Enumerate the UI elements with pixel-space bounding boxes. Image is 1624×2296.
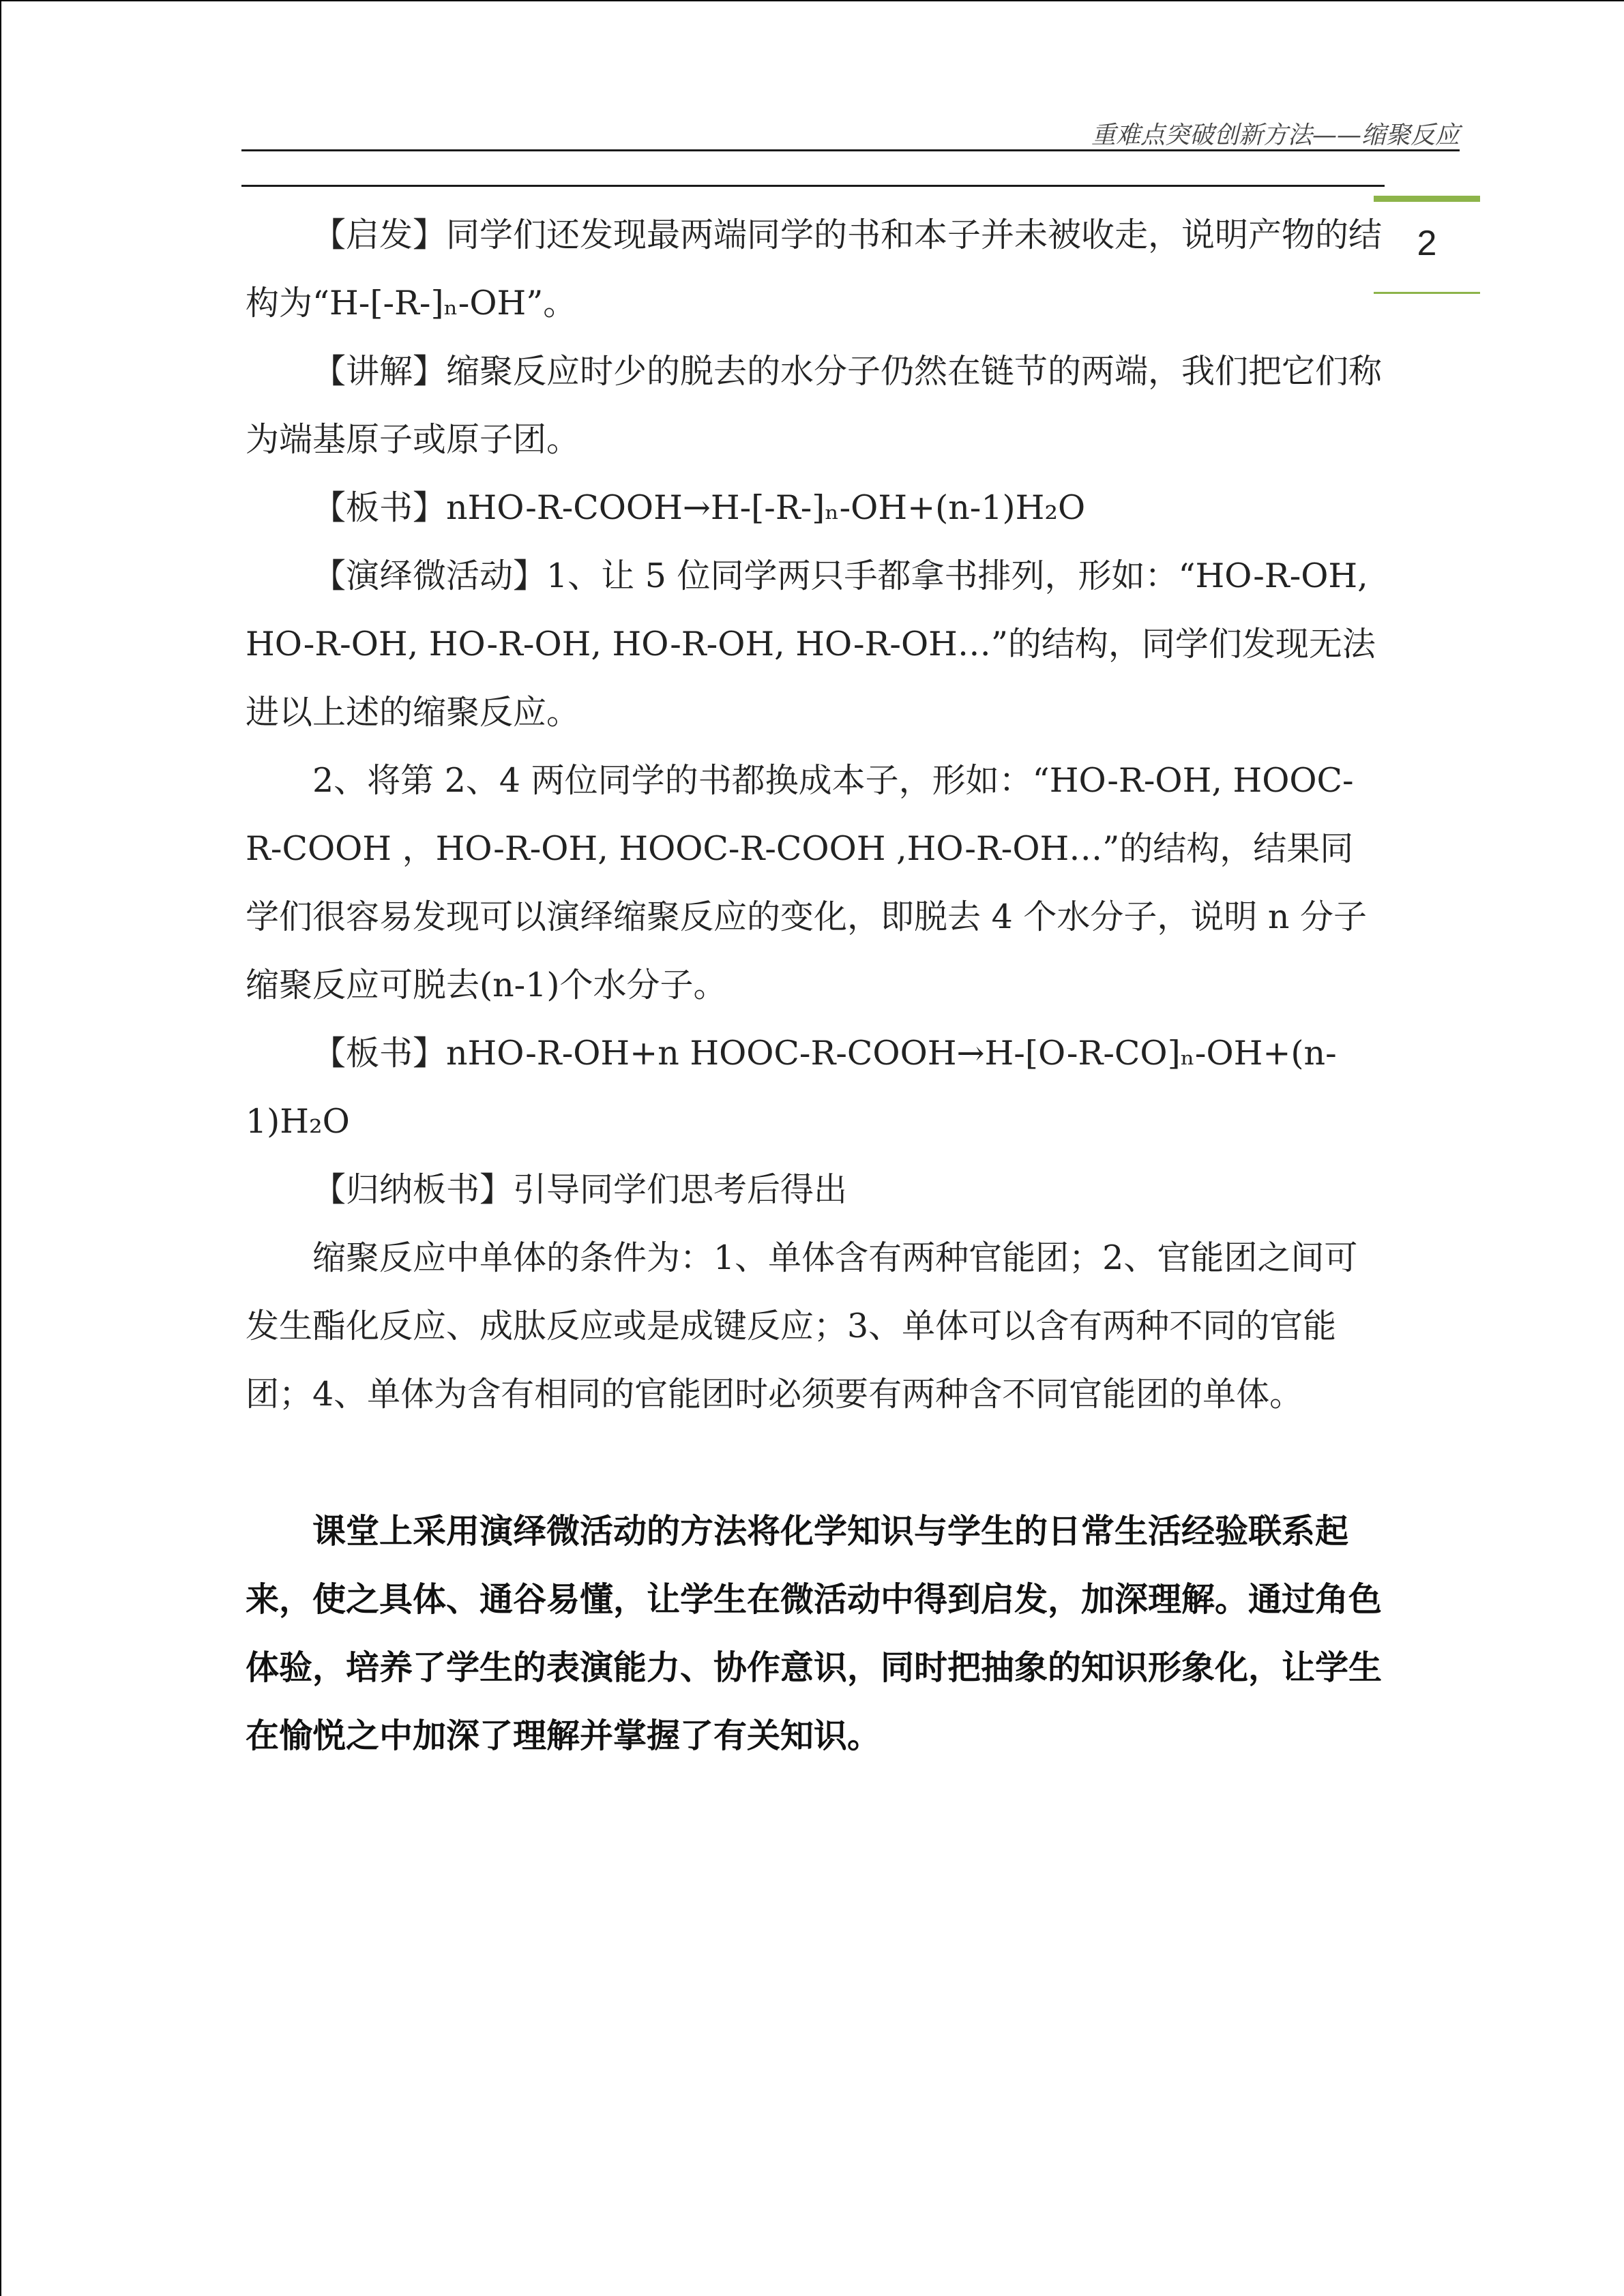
page-number: 2 xyxy=(1417,224,1437,263)
paragraph-board-equation-2: 【板书】nHO-R-OH+n HOOC-R-COOH→H-[O-R-CO]ₙ-OH+(n-1)H₂O xyxy=(246,1034,1337,1141)
paragraph-inspiration: 【启发】同学们还发现最两端同学的书和本子并未被收走，说明产物的结构为“H-[-R-]ₙ-OH”。 xyxy=(246,215,1383,323)
paragraph-teaching-reflection: 课堂上采用演绎微活动的方法将化学知识与学生的日常生活经验联系起来，使之具体、通谷易懂，让学生在微活动中得到启发，加深理解。通过角色体验，培养了学生的表演能力、协作意识，同时把抽象的知识形象化，让学生在愉悦之中加深了理解并掌握了有关知识。 xyxy=(246,1511,1383,1755)
header-rule-upper xyxy=(241,149,1460,151)
paragraph-micro-activity-1: 【演绎微活动】1、让 5 位同学两只手都拿书排列，形如：“HO-R-OH, HO-R-OH, HO-R-OH, HO-R-OH, HO-R-OH…”的结构，同学们发现无法进以上述的缩聚反应。 xyxy=(246,556,1376,732)
paragraph-summary-board: 【归纳板书】引导同学们思考后得出 xyxy=(312,1170,848,1209)
page-number-accent-bar-bottom xyxy=(1374,292,1480,294)
paragraph-explanation: 【讲解】缩聚反应时少的脱去的水分子仍然在链节的两端，我们把它们称为端基原子或原子团。 xyxy=(246,352,1383,459)
header-rule-lower xyxy=(241,185,1385,187)
page-number-accent-bar-top xyxy=(1374,196,1480,202)
paragraph-spacer xyxy=(246,1429,1385,1497)
running-header-title: 重难点突破创新方法——缩聚反应 xyxy=(1091,121,1460,149)
paragraph-board-equation-1: 【板书】nHO-R-COOH→H-[-R-]ₙ-OH+(n-1)H₂O xyxy=(312,488,1086,527)
document-body xyxy=(246,201,1385,1770)
paragraph-micro-activity-2: 2、将第 2、4 两位同学的书都换成本子，形如：“HO-R-OH, HOOC-R-COOH ，HO-R-OH, HOOC-R-COOH ,HO-R-OH…”的结构，结果同学们很容易发现可以演绎缩聚反应的变化，即脱去 4 个水分子，说明 n 分子缩聚反应可脱去(n-1)个水分子。 xyxy=(246,761,1368,1004)
paragraph-monomer-conditions: 缩聚反应中单体的条件为：1、单体含有两种官能团；2、官能团之间可发生酯化反应、成肽反应或是成键反应；3、单体可以含有两种不同的官能团；4、单体为含有相同的官能团时必须要有两种含不同官能团的单体。 xyxy=(246,1238,1358,1414)
